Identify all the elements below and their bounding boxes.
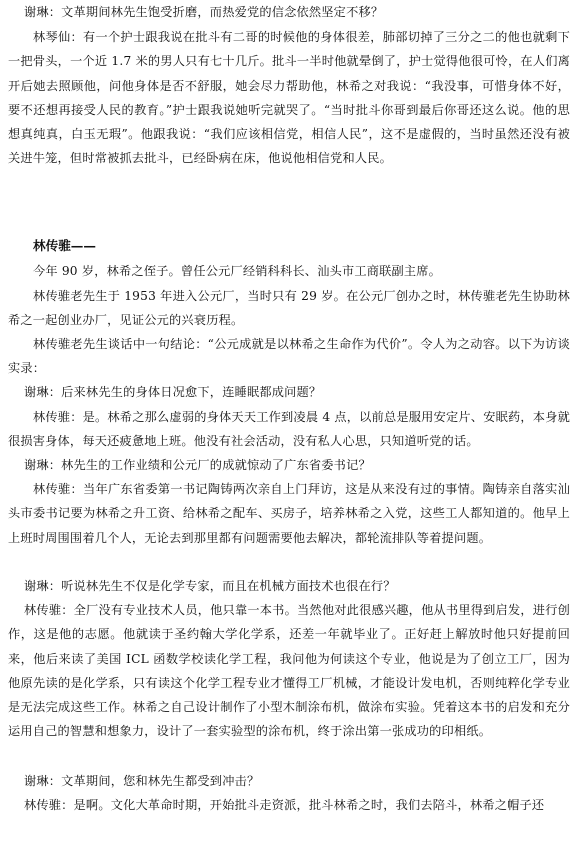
interview-answer: 林传骓：是。林希之那么虚弱的身体天天工作到凌晨 4 点，以前总是服用安定片、安眠药，本身就很损害身体，每天还疲惫地上班。他没有社会活动，没有私人心思，只知道听党的话。 (8, 410, 570, 449)
interview-question: 谢琳：林先生的工作业绩和公元厂的成就惊动了广东省委书记？ (24, 458, 371, 472)
body-paragraph: 林传骓老先生于 1953 年进入公元厂，当时只有 29 岁。在公元厂创办之时，林传骓老先生协助林希之一起创业办厂，见证公元的兴衰历程。 (8, 289, 570, 328)
interview-question: 谢琳：文革期间，您和林先生都受到冲击？ (24, 774, 260, 788)
interview-answer: 林琴仙：有一个护士跟我说在批斗有二哥的时候他的身体很差，肺部切掉了三分之二的他也就剩下一把骨头，一个近 1.7 米的男人只有七十几斤。批斗一半时他就晕倒了，护士觉得他很可怜，在人们离开后她去照顾他，问他身体是否不舒服，她会尽力帮助他，林希之对我说：“我没事，可惜身体不好，要不还想再接受人民的教育。”护士跟我说她听完就哭了。“当时批斗你哥到最后你哥还这么说。他的思想真纯真，白玉无瑕”。他跟我说：“我们应该相信党，相信人民”，这不是虚假的，当时虽然还没有被关进牛笼，但时常被抓去批斗，已经卧病在床，他说他相信党和人民。 (8, 30, 570, 166)
interview-question: 谢琳：听说林先生不仅是化学专家，而且在机械方面技术也很在行？ (24, 579, 396, 593)
body-paragraph: 林传骓老先生谈话中一句结论：“公元成就是以林希之生命作为代价”。令人为之动容。以下为访谈实录： (8, 337, 570, 376)
interview-question: 谢琳：后来林先生的身体日况愈下，连睡眠都成问题？ (24, 385, 322, 399)
interview-question: 谢琳：文革期间林先生饱受折磨，而热爱党的信念依然坚定不移？ (24, 5, 384, 19)
section-heading: 林传骓—— (33, 238, 96, 253)
interview-answer: 林传骓：是啊。文化大革命时期，开始批斗走资派，批斗林希之时，我们去陪斗，林希之帽子还 (24, 798, 545, 812)
intro-paragraph: 今年 90 岁，林希之侄子。曾任公元厂经销科科长、汕头市工商联副主席。 (33, 264, 442, 278)
interview-answer: 林传骓：全厂没有专业技术人员，他只靠一本书。当然他对此很感兴趣，他从书里得到启发，进行创作，这是他的志愿。他就读于圣约翰大学化学系，还差一年就毕业了。正好赶上解放时他只好提前回来，他后来读了美国 ICL 函数学校读化学工程，我问他为何读这个专业，他说是为了创立工厂，因为他原先读的是化学系，只有读这个化学工程专业才懂得工厂机械，才能设计发电机，否则纯粹化学专业是无法完成这些工作。林希之自己设计制作了小型木制涂布机，做涂布实验。凭着这本书的启发和充分运用自己的智慧和想象力，设计了一套实验型的涂布机，终于涂出第一张成功的印相纸。 (8, 603, 570, 739)
interview-answer: 林传骓：当年广东省委第一书记陶铸两次亲自上门拜访，这是从来没有过的事情。陶铸亲自落实汕头市委书记要为林希之升工资、给林希之配车、买房子，培养林希之入党，这些工人都知道的。他早上上班时周围围着几个人，无论去到那里都有问题需要他去解决，都轮流排队等着提问题。 (8, 482, 570, 545)
